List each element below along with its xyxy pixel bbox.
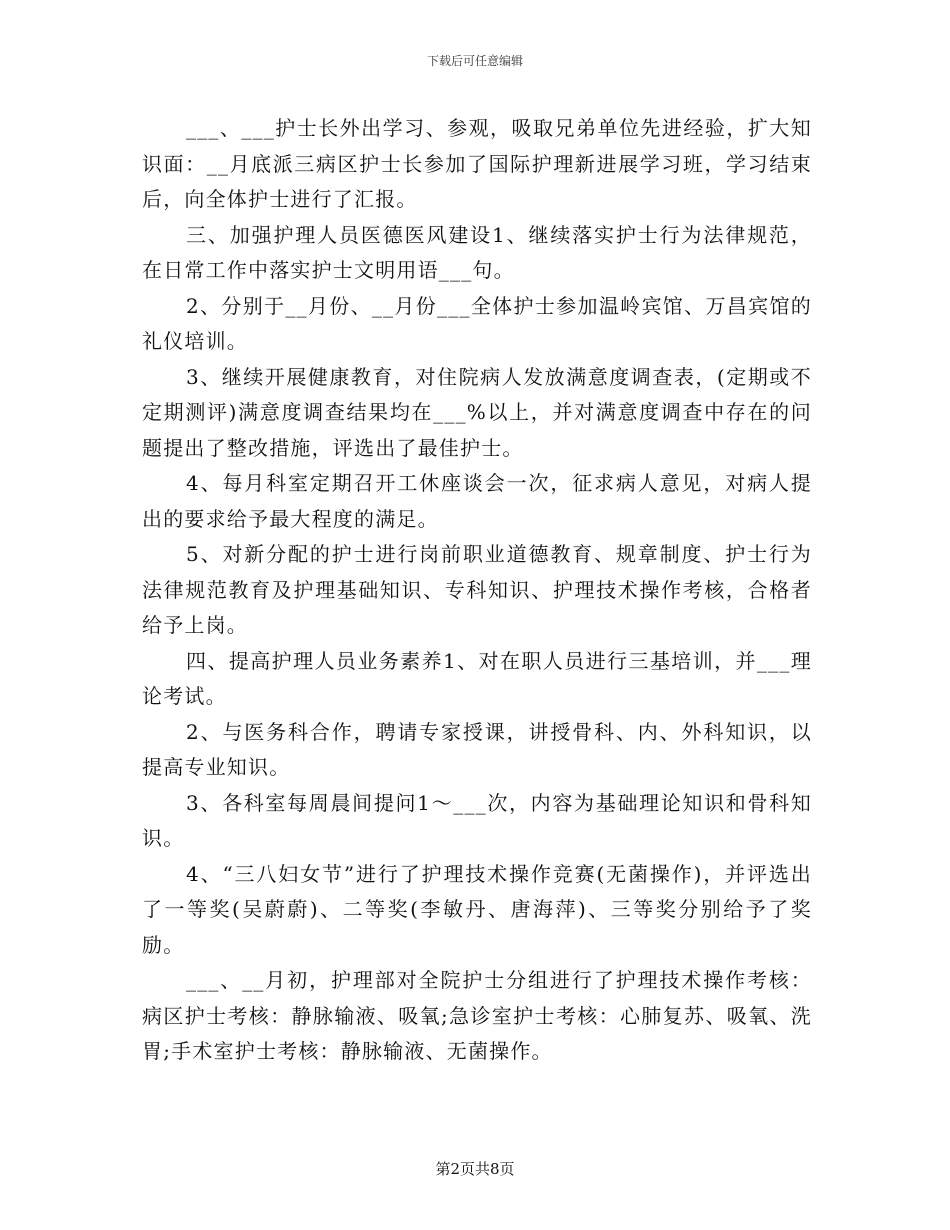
paragraph: 4、每月科室定期召开工休座谈会一次，征求病人意见，对病人提出的要求给予最大程度的满足。 xyxy=(142,471,812,531)
page-number-footer: 第2页共8页 xyxy=(435,1160,515,1178)
paragraph: 四、提高护理人员业务素养1、对在职人员进行三基培训，并___理论考试。 xyxy=(142,648,812,708)
paragraph: ___、__月初，护理部对全院护士分组进行了护理技术操作考核：病区护士考核：静脉输液、吸氧;急诊室护士考核：心肺复苏、吸氧、洗胃;手术室护士考核：静脉输液、无菌操作。 xyxy=(142,968,812,1063)
paragraph: 2、与医务科合作，聘请专家授课，讲授骨科、内、外科知识，以提高专业知识。 xyxy=(142,719,812,779)
paragraph: 5、对新分配的护士进行岗前职业道德教育、规章制度、护士行为法律规范教育及护理基础知识、专科知识、护理技术操作考核，合格者给予上岗。 xyxy=(142,542,812,637)
paragraph: 4、“三八妇女节”进行了护理技术操作竞赛(无菌操作)，并评选出了一等奖(吴蔚蔚)、二等奖(李敏丹、唐海萍)、三等奖分别给予了奖励。 xyxy=(142,861,812,957)
paragraph: 3、各科室每周晨间提问1～___次，内容为基础理论知识和骨科知识。 xyxy=(142,790,812,850)
paragraph: 2、分别于__月份、__月份___全体护士参加温岭宾馆、万昌宾馆的礼仪培训。 xyxy=(142,293,812,353)
document-body xyxy=(142,111,812,1070)
paragraph: ___、___护士长外出学习、参观，吸取兄弟单位先进经验，扩大知识面：__月底派三病区护士长参加了国际护理新进展学习班，学习结束后，向全体护士进行了汇报。 xyxy=(142,116,812,211)
page-header: 下载后可任意编辑 xyxy=(426,54,523,68)
paragraph: 三、加强护理人员医德医风建设1、继续落实护士行为法律规范，在日常工作中落实护士文明用语___句。 xyxy=(142,222,812,282)
paragraph: 3、继续开展健康教育，对住院病人发放满意度调查表，(定期或不定期测评)满意度调查结果均在___%以上，并对满意度调查中存在的问题提出了整改措施，评选出了最佳护士。 xyxy=(142,364,812,460)
